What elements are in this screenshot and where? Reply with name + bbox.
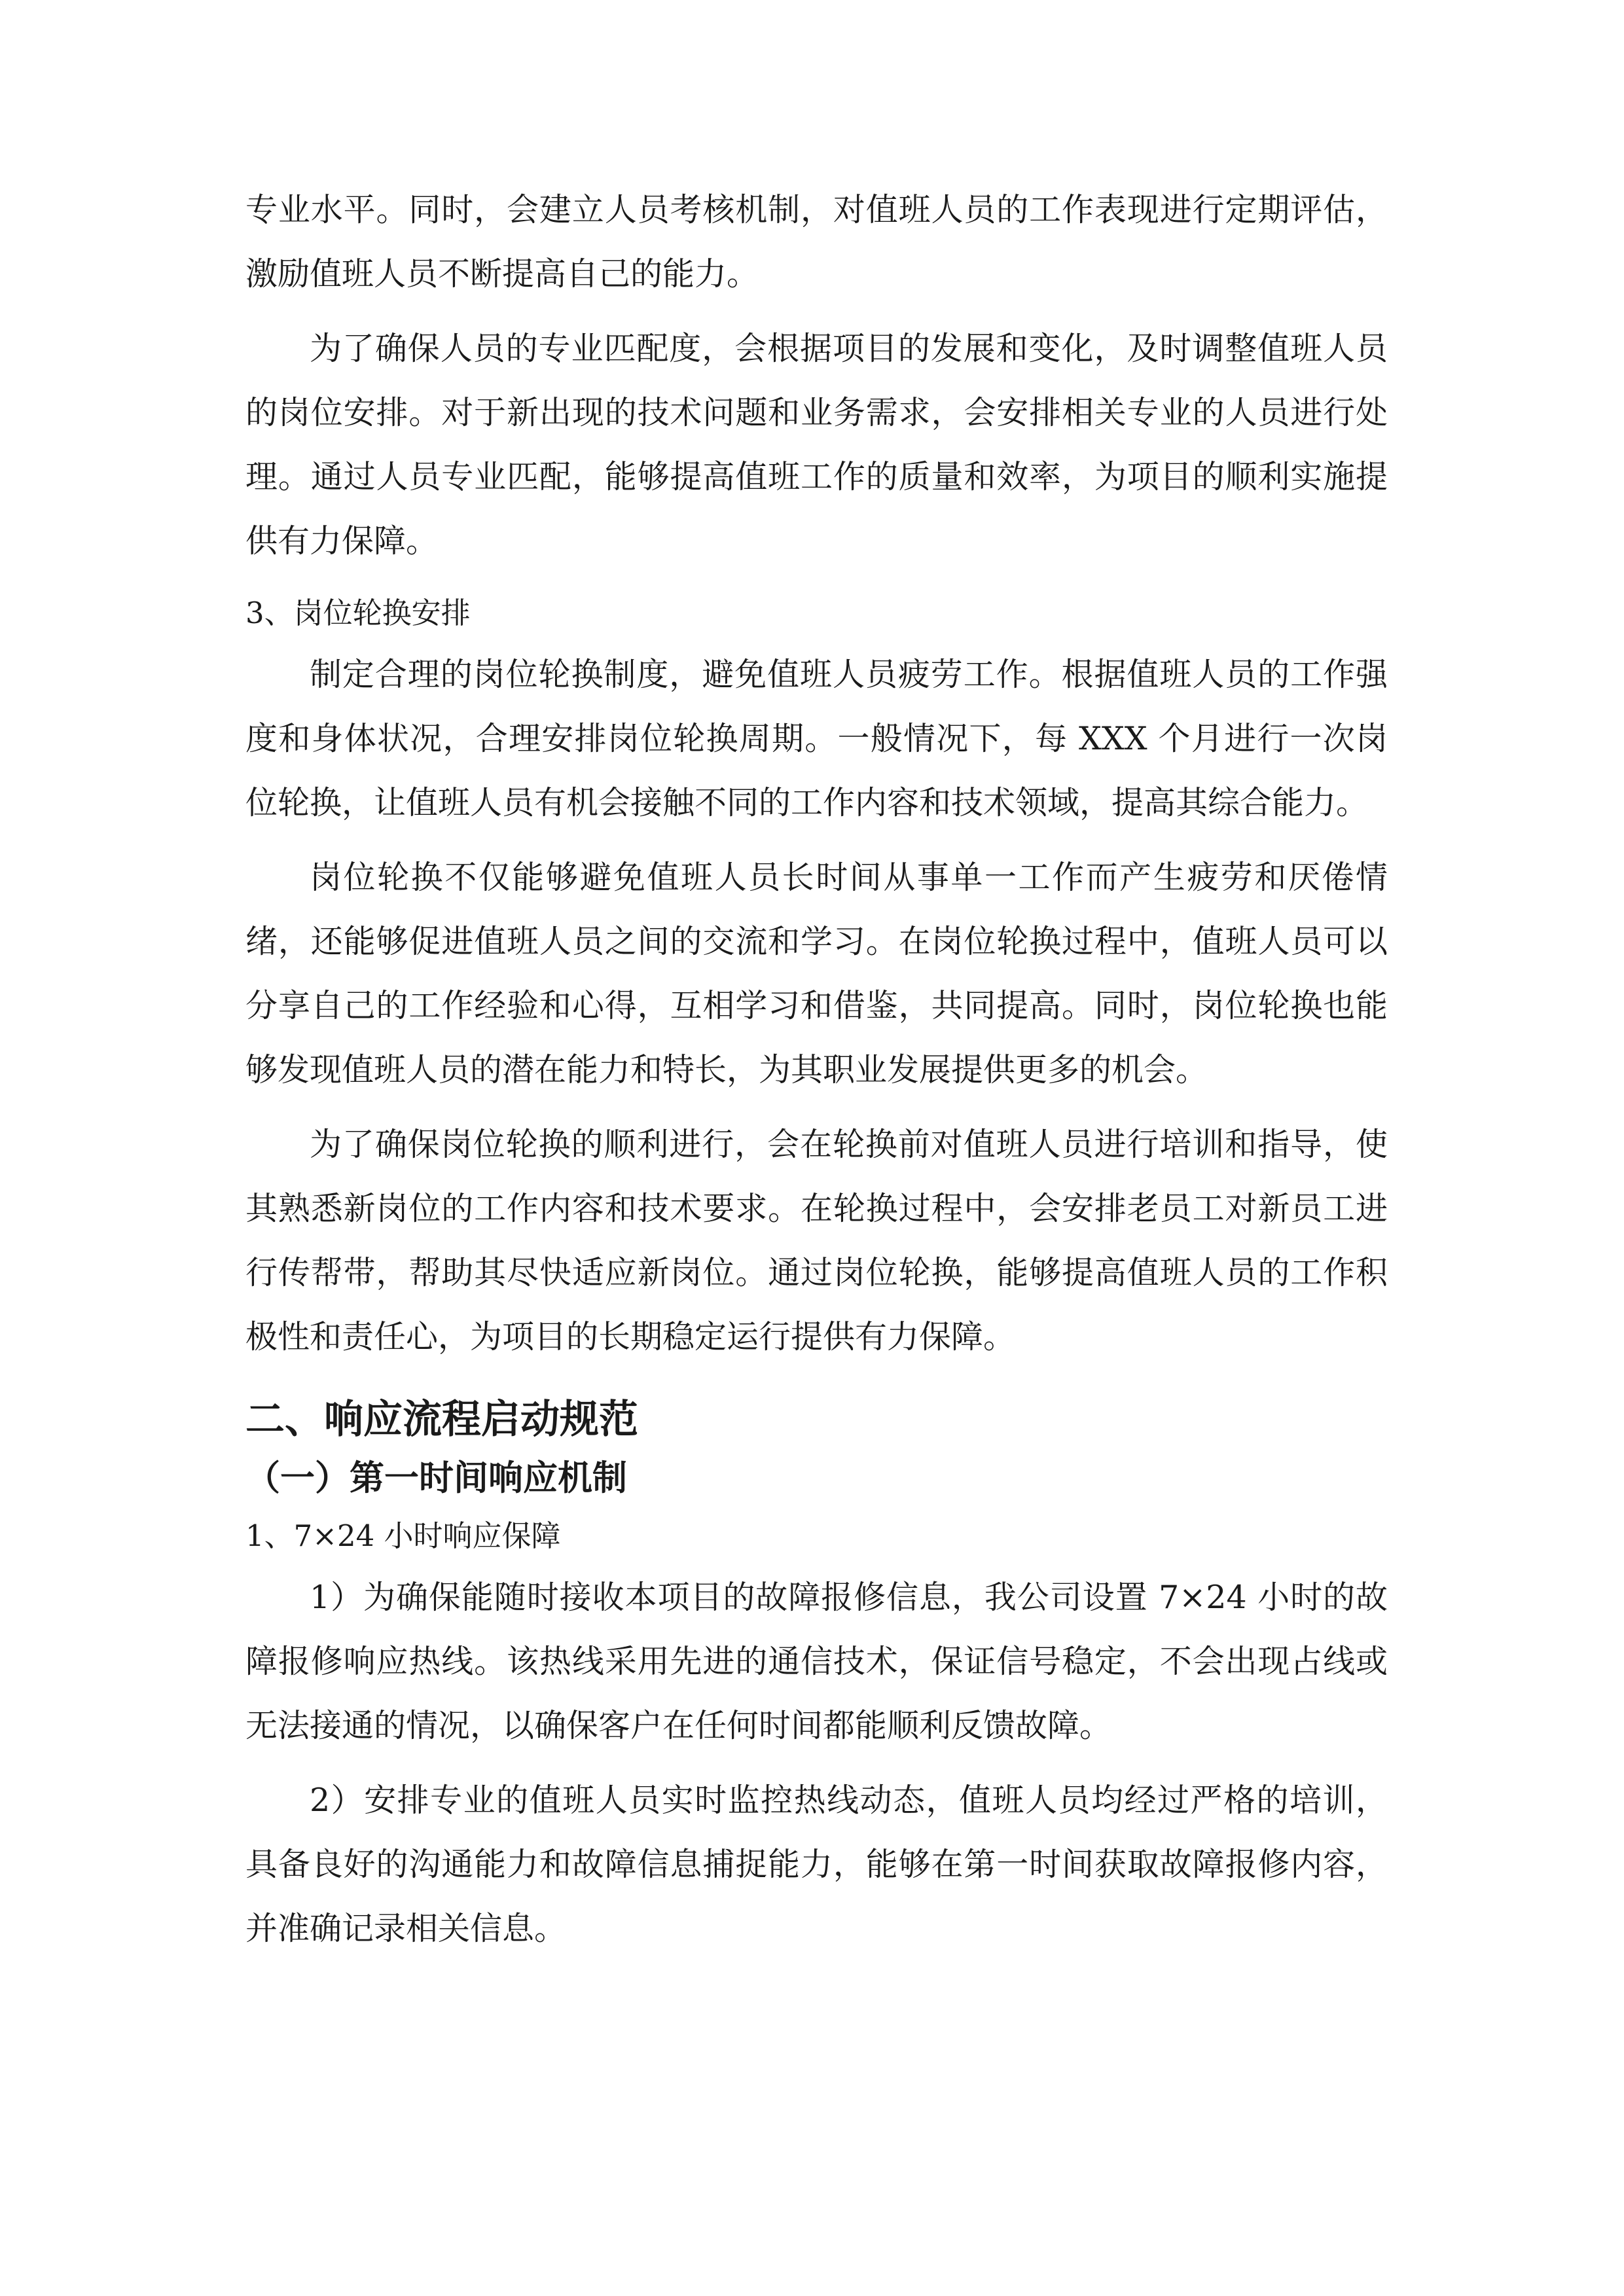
subsection-heading: 3、岗位轮换安排	[245, 596, 471, 630]
paragraph-continued: 专业水平。同时，会建立人员考核机制，对值班人员的工作表现进行定期评估，激励值班人员不断提高自己的能力。	[245, 191, 1388, 293]
paragraph: 为了确保人员的专业匹配度，会根据项目的发展和变化，及时调整值班人员的岗位安排。对于新出现的技术问题和业务需求，会安排相关专业的人员进行处理。通过人员专业匹配，能够提高值班工作的质量和效率，为项目的顺利实施提供有力保障。	[245, 330, 1388, 560]
document-body	[245, 178, 1388, 1961]
paragraph: 制定合理的岗位轮换制度，避免值班人员疲劳工作。根据值班人员的工作强度和身体状况，合理安排岗位轮换周期。一般情况下，每 XXX 个月进行一次岗位轮换，让值班人员有机会接触不同的工作内容和技术领域，提高其综合能力。	[245, 656, 1388, 821]
paragraph: 2）安排专业的值班人员实时监控热线动态，值班人员均经过严格的培训，具备良好的沟通能力和故障信息捕捉能力，能够在第一时间获取故障报修内容，并准确记录相关信息。	[245, 1782, 1388, 1947]
paragraph: 岗位轮换不仅能够避免值班人员长时间从事单一工作而产生疲劳和厌倦情绪，还能够促进值班人员之间的交流和学习。在岗位轮换过程中，值班人员可以分享自己的工作经验和心得，互相学习和借鉴，共同提高。同时，岗位轮换也能够发现值班人员的潜在能力和特长，为其职业发展提供更多的机会。	[245, 859, 1388, 1088]
paragraph: 为了确保岗位轮换的顺利进行，会在轮换前对值班人员进行培训和指导，使其熟悉新岗位的工作内容和技术要求。在轮换过程中，会安排老员工对新员工进行传帮带，帮助其尽快适应新岗位。通过岗位轮换，能够提高值班人员的工作积极性和责任心，为项目的长期稳定运行提供有力保障。	[245, 1126, 1388, 1355]
subsection-title: （一）第一时间响应机制	[245, 1458, 627, 1498]
section-heading: 二、响应流程启动规范	[245, 1397, 638, 1443]
paragraph: 1）为确保能随时接收本项目的故障报修信息，我公司设置 7×24 小时的故障报修响应热线。该热线采用先进的通信技术，保证信号稳定，不会出现占线或无法接通的情况，以确保客户在任何时间都能顺利反馈故障。	[245, 1579, 1388, 1744]
subsection-heading: 1、7×24 小时响应保障	[245, 1518, 561, 1553]
